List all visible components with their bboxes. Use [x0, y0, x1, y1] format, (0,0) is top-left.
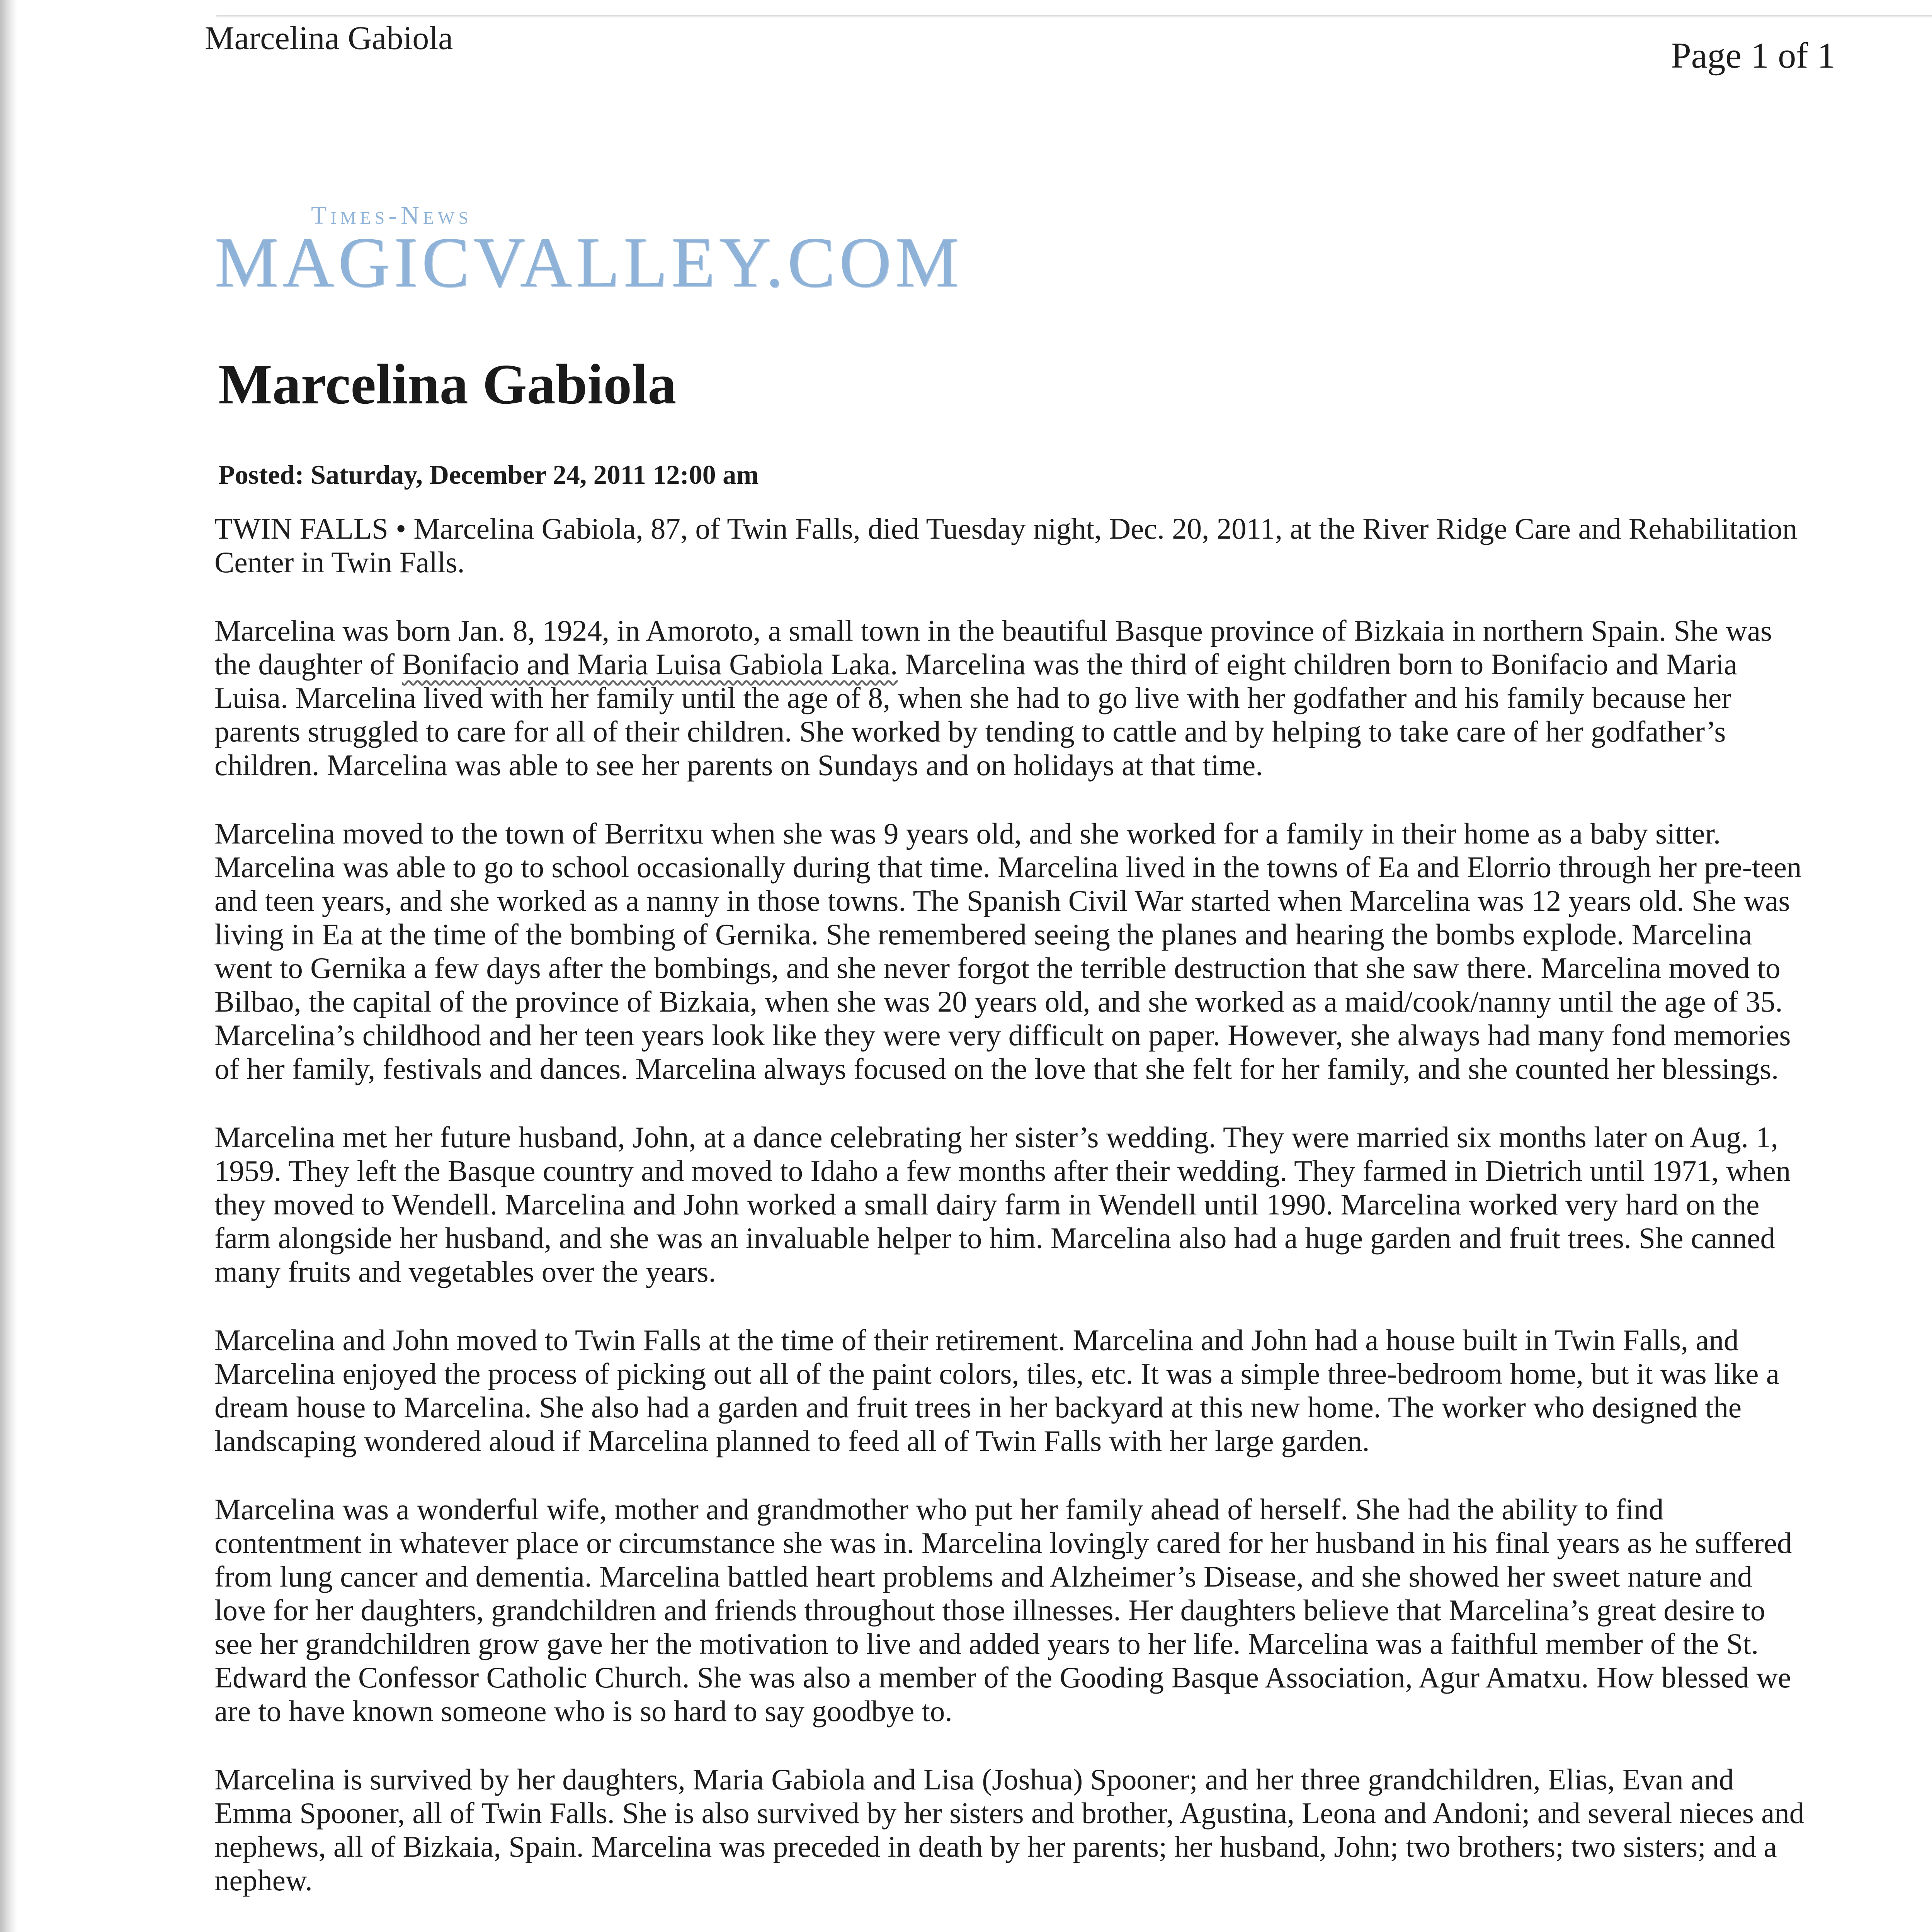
logo-subtitle: Times-News: [311, 201, 472, 230]
article-body: [214, 512, 1806, 1932]
paragraph-3: Marcelina moved to the town of Berritxu when she was 9 years old, and she worked for a family in their home as a baby sitter. Marcelina was able to go to school occasionally during that time. Marcelina lived in the towns of Ea and Elorrio through her pre-teen and teen years, and she worked as a nanny in those towns. The Spanish Civil War started when Marcelina was 12 years old. She was living in Ea at the time of the bombing of Gernika. She remembered seeing the planes and hearing the bombs explode. Marcelina went to Gernika a few days after the bombings, and she never forgot the terrible destruction that she saw there. Marcelina moved to Bilbao, the capital of the province of Bizkaia, when she was 20 years old, and she worked as a maid/cook/nanny until the age of 35. Marcelina’s childhood and her teen years look like they were very difficult on paper. However, she always had many fond memories of her family, festivals and dances. Marcelina always focused on the love that she felt for her family, and she counted her blessings.: [214, 817, 1802, 1085]
print-header-title: Marcelina Gabiola: [205, 19, 453, 56]
paragraph-2-rest: Marcelina was the third of eight children born to Bonifacio and Maria Luisa. Marcelina lived with her family until the age of 8, when she had to go live with her godfather and his family because her parents struggled to care for all of their children. She worked by tending to cattle and by helping to take care of her godfather’s children. Marcelina was able to see her parents on Sundays and on holidays at that time.: [214, 648, 1737, 782]
paragraph-6: Marcelina was a wonderful wife, mother and grandmother who put her family ahead of herself. She had the ability to find contentment in whatever place or circumstance she was in. Marcelina lovingly cared for her husband in his final years as he suffered from lung cancer and dementia. Marcelina battled heart problems and Alzheimer’s Disease, and she showed her sweet nature and love for her daughters, grandchildren and friends throughout those illnesses. Her daughters believe that Marcelina’s great desire to see her grandchildren grow gave her the motivation to live and added years to her life. Marcelina was a faithful member of the St. Edward the Confessor Catholic Church. She was also a member of the Gooding Basque Association, Agur Amatxu. How blessed we are to have known someone who is so hard to say goodbye to.: [214, 1493, 1792, 1728]
paragraph-1: TWIN FALLS • Marcelina Gabiola, 87, of Twin Falls, died Tuesday night, Dec. 20, 2011, at the River Ridge Care and Rehabilitation Center in Twin Falls.: [214, 512, 1798, 579]
paragraph-2-start: Marcelina was born Jan. 8, 1924, in Amoroto, a small town in the beautiful Basque province of Bizkaia in northern Spain. She was the daughter of: [214, 614, 1772, 681]
handwritten-underline-parents: Bonifacio and Maria Luisa Gabiola Laka.: [402, 648, 898, 681]
paragraph-4: Marcelina met her future husband, John, at a dance celebrating her sister’s wedding. They were married six months later on Aug. 1, 1959. They left the Basque country and moved to Idaho a few months after their wedding. They farmed in Dietrich until 1971, when they moved to Wendell. Marcelina and John worked a small dairy farm in Wendell until 1990. Marcelina worked very hard on the farm alongside her husband, and she was an invaluable helper to him. Marcelina also had a huge garden and fruit trees. She canned many fruits and vegetables over the years.: [214, 1121, 1791, 1288]
scan-shadow-left: [0, 0, 17, 1932]
print-header-page-number: Page 1 of 1: [1671, 36, 1835, 76]
posted-date: Posted: Saturday, December 24, 2011 12:00 am: [218, 460, 759, 490]
logo-wordmark: MAGICVALLEY.COM: [214, 223, 963, 302]
magicvalley-logo[interactable]: [214, 201, 963, 302]
paragraph-7: Marcelina is survived by her daughters, Maria Gabiola and Lisa (Joshua) Spooner; and her three grandchildren, Elias, Evan and Emma Spooner, all of Twin Falls. She is also survived by her sisters and brother, Agustina, Leona and Andoni; and several nieces and nephews, all of Bizkaia, Spain. Marcelina was preceded in death by her parents; her husband, John; two brothers; two sisters; and a nephew.: [214, 1763, 1804, 1897]
article-title: Marcelina Gabiola: [218, 353, 677, 416]
scan-shadow-top: [216, 15, 1932, 18]
paragraph-2: [214, 614, 1806, 782]
paragraph-5: Marcelina and John moved to Twin Falls at the time of their retirement. Marcelina and John had a house built in Twin Falls, and Marcelina enjoyed the process of picking out all of the paint colors, tiles, etc. It was a simple three-bedroom home, but it was like a dream house to Marcelina. She also had a garden and fruit trees in her backyard at this new home. The worker who designed the landscaping wondered aloud if Marcelina planned to feed all of Twin Falls with her large garden.: [214, 1323, 1779, 1458]
